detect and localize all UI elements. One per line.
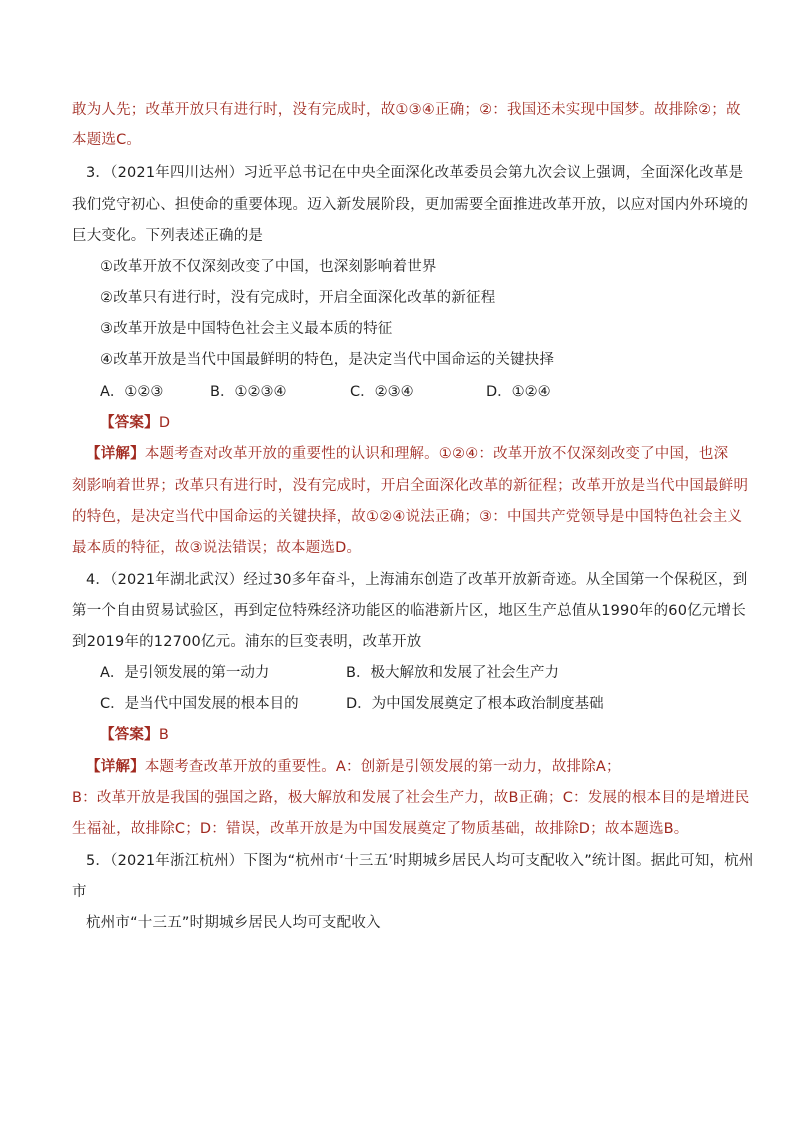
option-d: D．①②④ [486,384,551,400]
question-3-stem: 巨大变化。下列表述正确的是 [72,228,264,244]
question-4-stem: 4．（2021年湖北武汉）经过30多年奋斗，上海浦东创造了改革开放新奇迹。从全国第一个保税区，到 [86,572,748,588]
question-3-detail: 刻影响着世界；改革只有进行时，没有完成时，开启全面深化改革的新征程；改革开放是当代中国最鲜明 [72,478,749,494]
option-d: D．为中国发展奠定了根本政治制度基础 [346,696,604,712]
chart-caption: 杭州市“十三五”时期城乡居民人均可支配收入 [86,915,381,931]
question-4-stem: 第一个自由贸易试验区，再到定位特殊经济功能区的临港新片区，地区生产总值从1990年的60亿元增长 [72,603,746,619]
question-4-detail [86,757,741,777]
answer-tag: 【答案】 [100,727,159,743]
question-4-detail: B：改革开放是我国的强国之路，极大解放和发展了社会生产力，故B正确；C：发展的根本目的是增进民 [72,790,750,806]
detail-tag: 【详解】 [86,446,145,462]
question-3-stem: 3．（2021年四川达州）习近平总书记在中央全面深化改革委员会第九次会议上强调，全面深化改革是 [86,165,744,181]
question-4-answer [100,725,755,745]
detail-text: 本题考查改革开放的重要性。A：创新是引领发展的第一动力，故排除A； [144,759,621,775]
answer-value: B [158,727,169,743]
question-4-stem: 到2019年的12700亿元。浦东的巨变表明，改革开放 [72,634,422,650]
question-4-detail: 生福祉，故排除C；D：错误，改革开放是为中国发展奠定了物质基础，故排除D；故本题选B。 [72,821,689,837]
question-3-detail [86,444,741,464]
question-3-item: ②改革只有进行时，没有完成时，开启全面深化改革的新征程 [100,290,496,306]
question-3-item: ④改革开放是当代中国最鲜明的特色，是决定当代中国命运的关键抉择 [100,352,555,368]
question-3-options [100,382,580,402]
option-b: B．极大解放和发展了社会生产力 [346,665,559,681]
answer-value: D [158,415,171,431]
answer-tag: 【答案】 [100,415,159,431]
option-a: A．①②③ [100,384,164,400]
question-3-item: ①改革开放不仅深刻改变了中国，也深刻影响着世界 [100,259,437,275]
detail-text: 本题考查对改革开放的重要性的认识和理解。①②④：改革开放不仅深刻改变了中国，也深 [144,446,729,462]
option-c: C．是当代中国发展的根本目的 [100,696,299,712]
question-3-detail: 最本质的特征，故③说法错误；故本题选D。 [72,540,362,556]
question-3-stem: 我们党守初心、担使命的重要体现。迈入新发展阶段，更加需要全面推进改革开放，以应对国内外环境的 [72,197,749,213]
prev-answer-line: 本题选C。 [72,132,142,148]
question-3-detail: 的特色，是决定当代中国命运的关键抉择，故①②④说法正确；③：中国共产党领导是中国特色社会主义 [72,509,743,525]
detail-tag: 【详解】 [86,759,145,775]
question-3-answer [100,413,755,433]
question-3-item: ③改革开放是中国特色社会主义最本质的特征 [100,321,393,337]
question-5-stem: 5．（2021年浙江杭州）下图为“杭州市‘十三五’时期城乡居民人均可支配收入”统计图。据此可知，杭州 [86,853,754,869]
option-a: A．是引领发展的第一动力 [100,665,270,681]
option-c: C．②③④ [350,384,414,400]
question-5-stem: 市 [72,884,87,900]
prev-answer-line: 敢为人先；改革开放只有进行时，没有完成时，故①③④正确；②：我国还未实现中国梦。故排除②；故 [72,102,741,118]
option-b: B．①②③④ [210,384,287,400]
